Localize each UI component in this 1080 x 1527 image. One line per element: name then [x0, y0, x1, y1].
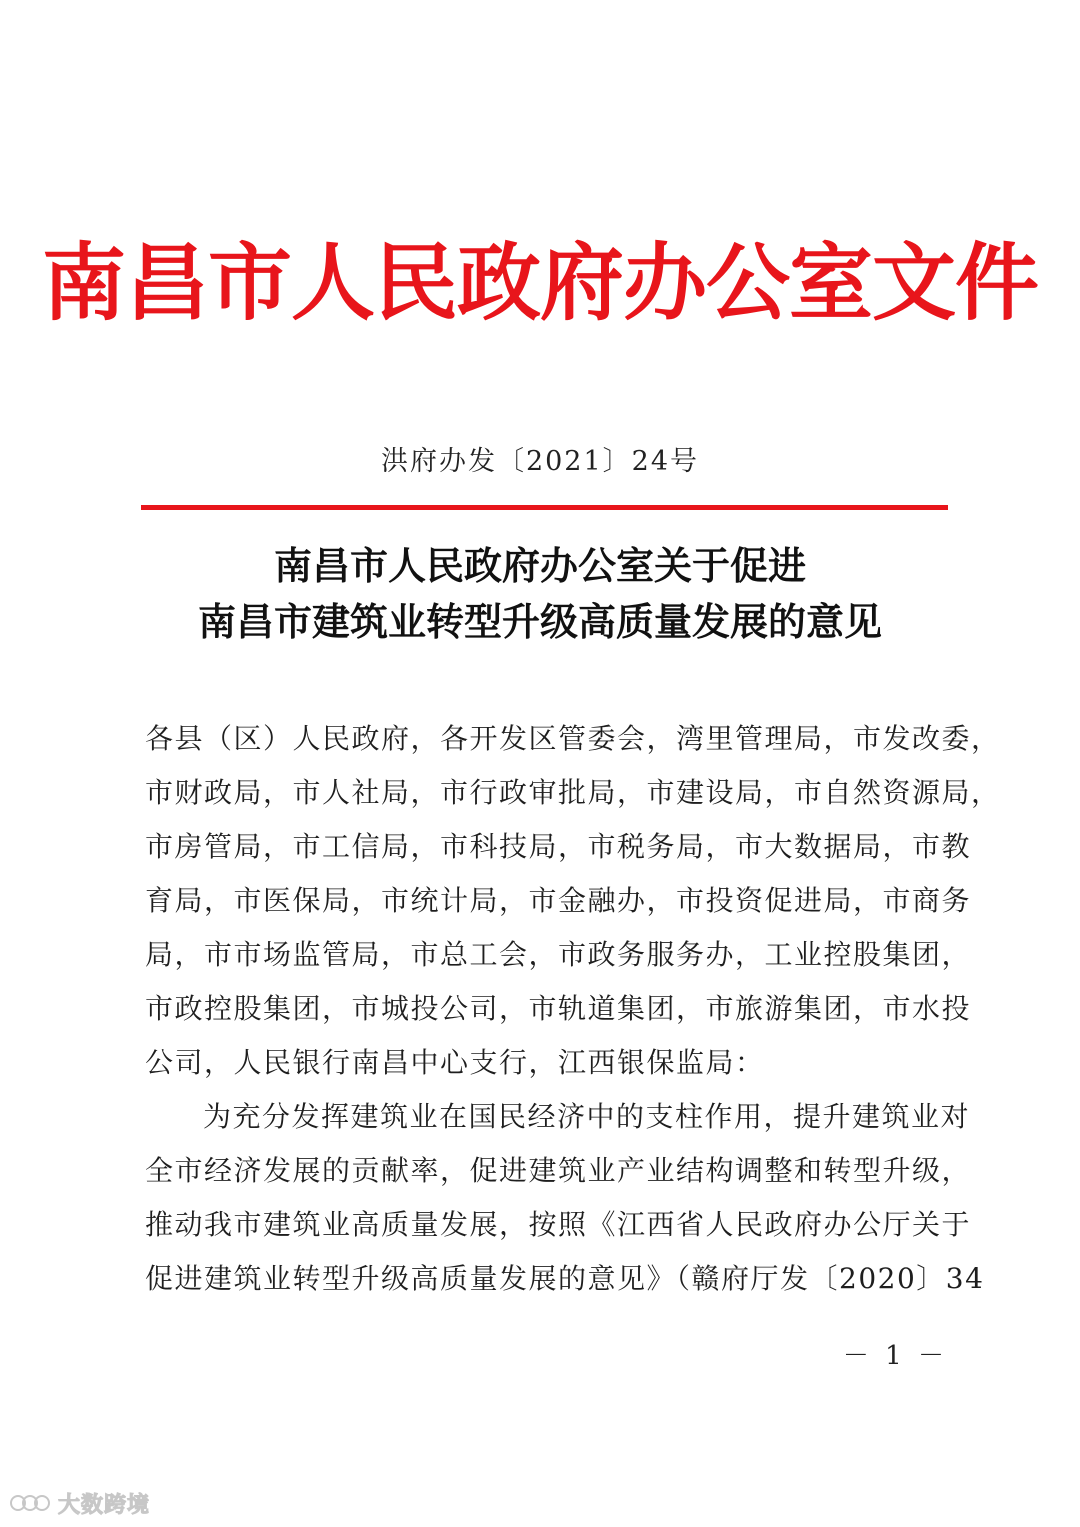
paragraph-line: 促进建筑业转型升级高质量发展的意见》（赣府厅发〔2020〕34 — [145, 1262, 985, 1295]
addressee-line: 市房管局，市工信局，市科技局，市税务局，市大数据局，市教 — [145, 830, 972, 863]
title-line-2: 南昌市建筑业转型升级高质量发展的意见 — [197, 599, 882, 644]
addressee-line: 市政控股集团，市城投公司，市轨道集团，市旅游集团，市水投 — [145, 992, 972, 1025]
addressee-line: 各县（区）人民政府，各开发区管委会，湾里管理局，市发改委， — [145, 722, 1001, 755]
page-number: － 1 － — [842, 1341, 948, 1371]
addressee-line: 市财政局，市人社局，市行政审批局，市建设局，市自然资源局， — [145, 776, 1001, 809]
paragraph-line: 为充分发挥建筑业在国民经济中的支柱作用，提升建筑业对 — [203, 1100, 971, 1133]
addressee-line: 公司，人民银行南昌中心支行，江西银保监局： — [145, 1046, 765, 1079]
document-title — [0, 538, 1080, 650]
watermark-logo-icon — [8, 1488, 54, 1518]
watermark-text: 大数跨境 — [58, 1492, 151, 1518]
document-number: 洪府办发〔2021〕24号 — [380, 446, 700, 477]
addressee-line: 局，市市场监管局，市总工会，市政务服务办，工业控股集团， — [145, 938, 972, 971]
red-separator-rule — [141, 505, 948, 510]
title-line-1: 南昌市人民政府办公室关于促进 — [273, 543, 806, 588]
document-masthead: 南昌市人民政府办公室文件 — [41, 233, 1038, 332]
paragraph-line: 全市经济发展的贡献率，促进建筑业产业结构调整和转型升级， — [145, 1154, 972, 1187]
watermark — [8, 1486, 150, 1520]
addressee-line: 育局，市医保局，市统计局，市金融办，市投资促进局，市商务 — [145, 884, 972, 917]
paragraph-line: 推动我市建筑业高质量发展，按照《江西省人民政府办公厅关于 — [145, 1208, 972, 1241]
document-body — [145, 712, 1001, 1306]
